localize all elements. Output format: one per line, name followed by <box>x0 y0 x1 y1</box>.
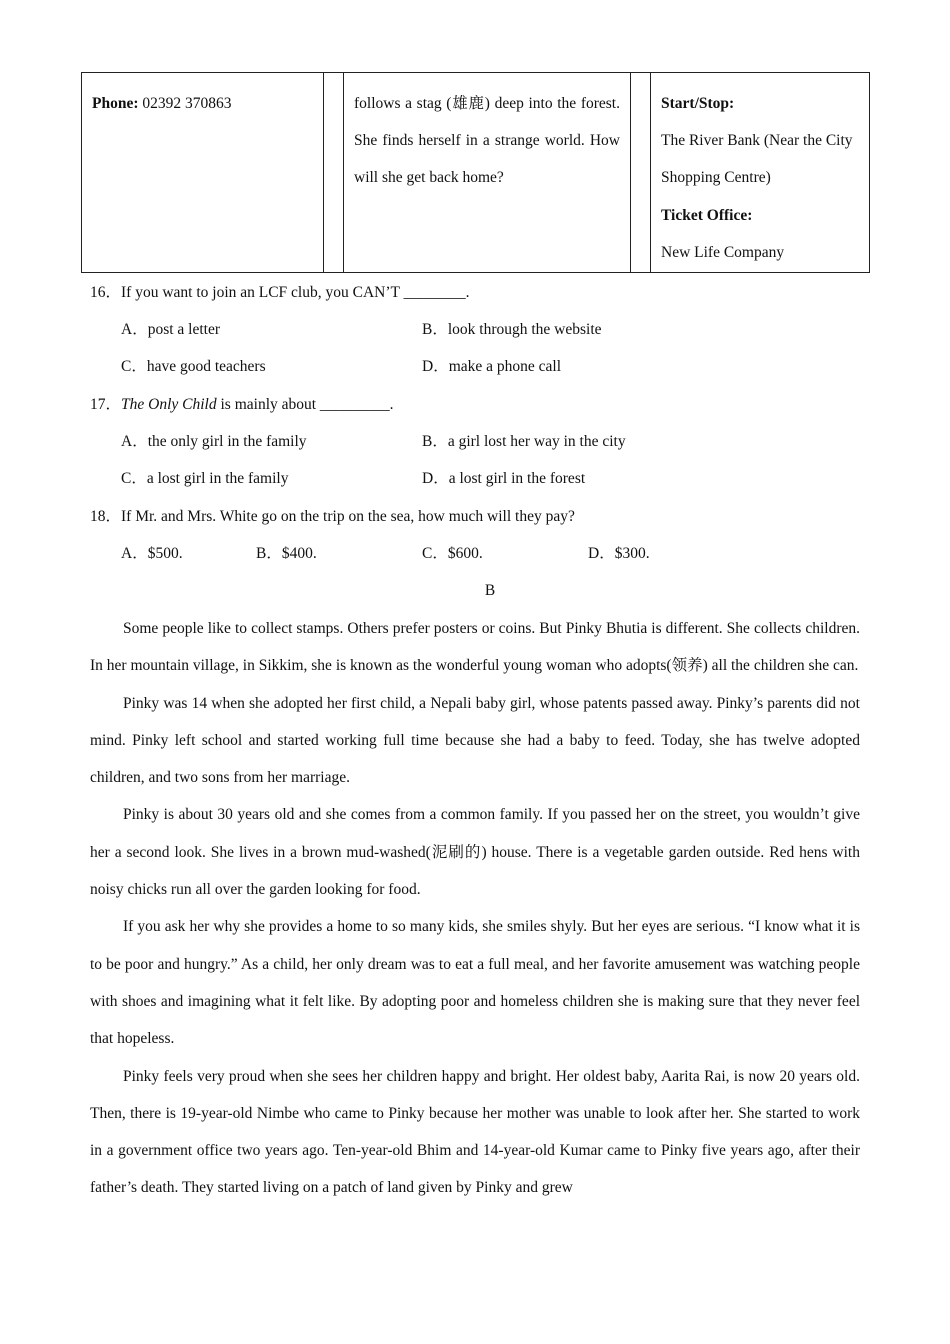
start-stop-value: The River Bank (Near the City Shopping Centre) <box>661 132 853 187</box>
question-17-option-b: B．a girl lost her way in the city <box>422 433 626 450</box>
phone-value: 02392 370863 <box>138 95 232 112</box>
question-18-option-a: A．$500. <box>121 545 183 562</box>
question-18: 18．If Mr. and Mrs. White go on the trip on the sea, how much will they pay? <box>90 508 575 525</box>
table-cell-spacer <box>631 73 651 273</box>
question-16-option-d: D．make a phone call <box>422 358 562 375</box>
reading-passage <box>90 610 860 1207</box>
question-16: 16．If you want to join an LCF club, you CAN’T ________. <box>90 284 470 301</box>
ticket-office-value: New Life Company <box>661 243 785 261</box>
question-16-option-b: B．look through the website <box>422 321 602 338</box>
passage-paragraph-5: Pinky feels very proud when she sees her children happy and bright. Her oldest baby, Aarita Rai, is now 20 years old. Then, there is 19-year-old Nimbe who came to Pinky because her mother was unable to look after her. She started to work in a government office two years ago. Ten-year-old Bhim and 14-year-old Kumar came to Pinky five years ago, after their father’s death. They started living on a patch of land given by Pinky and grew <box>90 1067 860 1197</box>
question-17-title: The Only Child <box>121 396 217 413</box>
story-description: follows a stag (雄鹿) deep into the forest. She finds herself in a strange world. How will she get back home? <box>354 95 620 187</box>
section-label: B <box>484 582 496 599</box>
passage-paragraph-1: Some people like to collect stamps. Others prefer posters or coins. But Pinky Bhutia is different. She collects children. In her mountain village, in Sikkim, she is known as the wonderful young woman who adopts(领养) all the children she can. <box>90 620 860 675</box>
start-stop-label: Start/Stop: <box>661 95 735 112</box>
question-18-option-c: C．$600. <box>422 545 483 562</box>
question-18-option-b: B．$400. <box>256 545 317 562</box>
question-17-option-a: A．the only girl in the family <box>121 433 307 450</box>
table-cell-spacer <box>324 73 344 273</box>
ticket-office-label: Ticket Office: <box>661 206 753 224</box>
question-17-rest: is mainly about _________. <box>216 396 394 413</box>
question-16-option-c: C．have good teachers <box>121 358 266 375</box>
question-16-option-a: A．post a letter <box>121 321 221 338</box>
table-cell-contact <box>82 73 324 273</box>
table-cell-description <box>344 73 631 273</box>
table-cell-trip <box>651 73 870 273</box>
question-17-option-d: D．a lost girl in the forest <box>422 470 586 487</box>
phone-label: Phone: <box>92 95 139 112</box>
question-17-number: 17． <box>90 396 122 413</box>
question-17-option-c: C．a lost girl in the family <box>121 470 289 487</box>
passage-paragraph-2: Pinky was 14 when she adopted her first child, a Nepali baby girl, whose patents passed away. Pinky’s parents did not mind. Pinky left school and started working full time because she had a baby to feed. Today, she has twelve adopted children, and two sons from her marriage. <box>90 694 860 787</box>
info-table <box>81 72 870 273</box>
passage-paragraph-4: If you ask her why she provides a home to so many kids, she smiles shyly. But her eyes are serious. “I know what it is to be poor and hungry.” As a child, her only dream was to eat a full meal, and her favorite amusement was watching people with shoes and imagining what it felt like. By adopting poor and homeless children she is making sure that they never feel that hopeless. <box>90 918 860 1048</box>
question-18-option-d: D．$300. <box>588 545 650 562</box>
passage-paragraph-3: Pinky is about 30 years old and she comes from a common family. If you passed her on the street, you wouldn’t give her a second look. She lives in a brown mud-washed(泥刷的) house. There is a vegetable garden outside. Red hens with noisy chicks run all over the garden looking for food. <box>90 806 860 899</box>
question-17 <box>90 395 394 415</box>
